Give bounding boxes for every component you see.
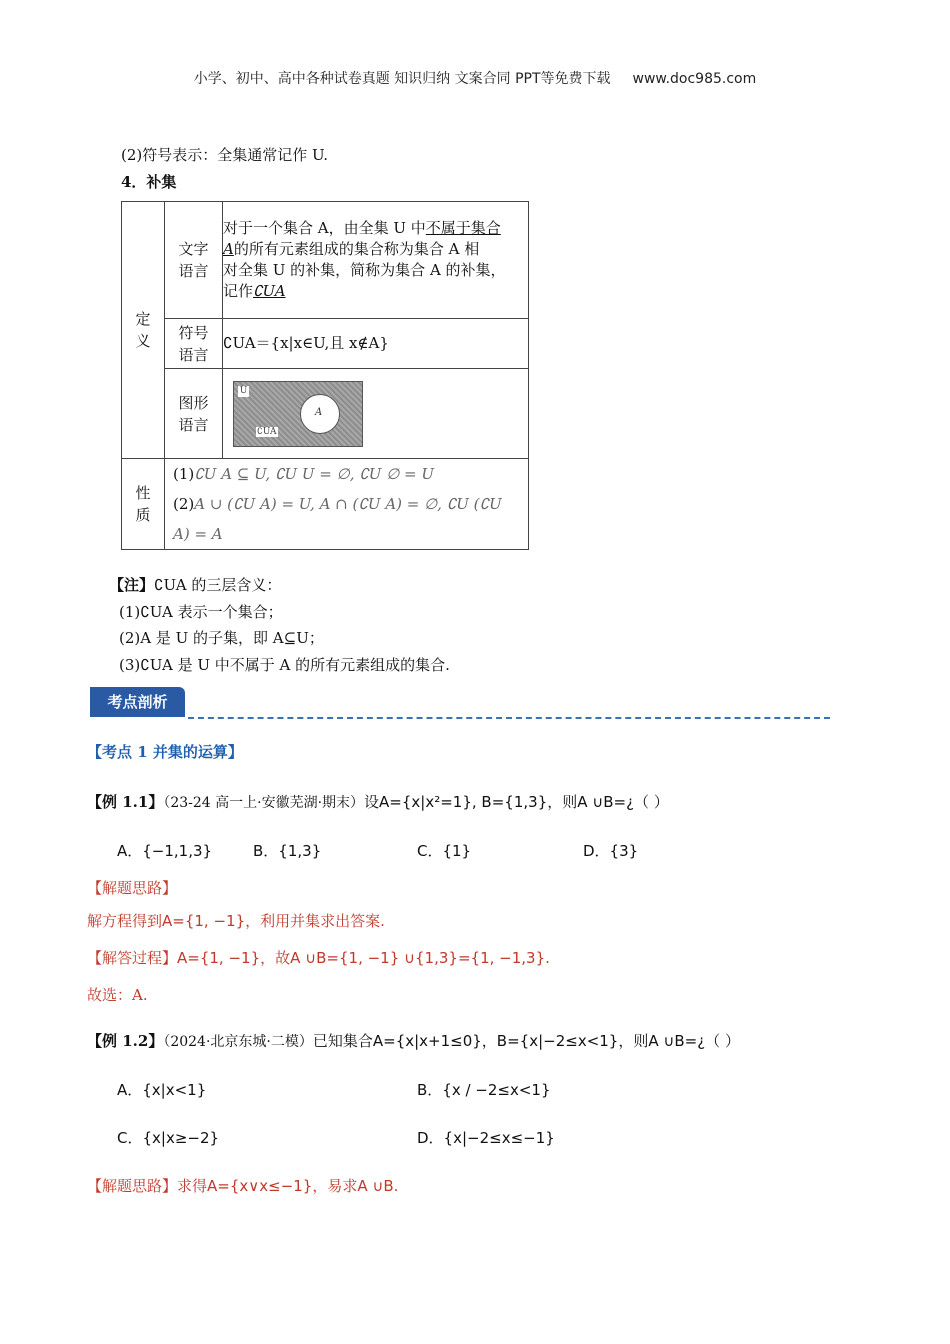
ex2-option-b[interactable]: B．{x / −2≤x<1} xyxy=(417,1081,551,1099)
ex1-option-a[interactable]: A．{−1,1,3} xyxy=(117,842,213,860)
text-definition: 对于一个集合 A，由全集 U 中不属于集合 A的所有元素组成的集合称为集合 A 相 对全集 U 的补集，简称为集合 A 的补集， 记作∁UA xyxy=(223,202,529,319)
ex1-thinking-label: 【解题思路】 xyxy=(87,879,178,897)
property-2: (2)A ∪ (∁U A) = U, A ∩ (∁U A) = ∅, ∁U (∁U A) = A xyxy=(173,495,502,543)
venn-diagram xyxy=(233,381,363,447)
ex1-option-b[interactable]: B．{1,3} xyxy=(253,842,322,860)
ex1-answer: 故选：A. xyxy=(87,986,148,1004)
complement-table xyxy=(121,201,529,550)
note-item-3: (3)∁UA 是 U 中不属于 A 的所有元素组成的集合. xyxy=(119,656,450,674)
venn-u-label: U xyxy=(239,385,248,396)
section-banner: 考点剖析 xyxy=(90,687,185,717)
ex2-option-a[interactable]: A．{x|x<1} xyxy=(117,1081,207,1099)
definition-label: 定义 xyxy=(135,310,151,350)
row-label-symbol: 符号语言 xyxy=(165,319,223,369)
ex1-option-c[interactable]: C．{1} xyxy=(417,842,472,860)
venn-a-label: A xyxy=(315,406,323,418)
intro-line: (2)符号表示：全集通常记作 U. xyxy=(121,146,329,164)
note-title: 【注】∁UA 的三层含义： xyxy=(109,576,282,594)
properties-cell xyxy=(165,459,529,550)
ex1-thinking: 解方程得到A={1, −1}，利用并集求出答案. xyxy=(87,912,385,930)
header-site: www.doc985.com xyxy=(632,71,757,87)
section4-title: 4．补集 xyxy=(121,173,177,191)
ex2-thinking: 【解题思路】求得A={x∨x≤−1}，易求A ∪B. xyxy=(87,1177,399,1195)
ex2-option-c[interactable]: C．{x|x≥−2} xyxy=(117,1129,220,1147)
property-label-cell xyxy=(122,459,165,550)
definition-label-cell xyxy=(122,202,165,459)
property-1: (1)∁U A ⊆ U, ∁U U = ∅, ∁U ∅ = U xyxy=(173,465,435,483)
row-label-text: 文字语言 xyxy=(165,202,223,319)
header-text: 小学、初中、高中各种试卷真题 知识归纳 文案合同 PPT等免费下载 xyxy=(193,71,611,87)
row-label-figure: 图形语言 xyxy=(165,369,223,459)
property-label: 性质 xyxy=(135,484,151,524)
symbol-definition: ∁UA＝{x|x∈U,且 x∉A} xyxy=(223,319,529,369)
example-1-2: 【例 1.2】（2024·北京东城·二模）已知集合A={x|x+1≤0}，B={x|−2≤x<1}，则A ∪B=¿（ ） xyxy=(87,1032,740,1050)
ex2-option-d[interactable]: D．{x|−2≤x≤−1} xyxy=(417,1129,555,1147)
page-header xyxy=(0,68,950,88)
topic-1-title: 【考点 1 并集的运算】 xyxy=(87,743,243,761)
figure-cell xyxy=(223,369,529,459)
example-1-1: 【例 1.1】（23-24 高一上·安徽芜湖·期末）设A={x|x²=1}, B={1,3}，则A ∪B=¿（ ） xyxy=(87,793,669,811)
ex1-option-d[interactable]: D．{3} xyxy=(583,842,639,860)
section-divider xyxy=(188,717,830,719)
ex1-process: 【解答过程】A={1, −1}，故A ∪B={1, −1} ∪{1,3}={1, −1,3}. xyxy=(87,949,550,967)
venn-complement-label: ∁UA xyxy=(257,426,277,437)
note-item-1: (1)∁UA 表示一个集合； xyxy=(119,603,283,621)
note-item-2: (2)A 是 U 的子集，即 A⊆U； xyxy=(119,629,324,647)
